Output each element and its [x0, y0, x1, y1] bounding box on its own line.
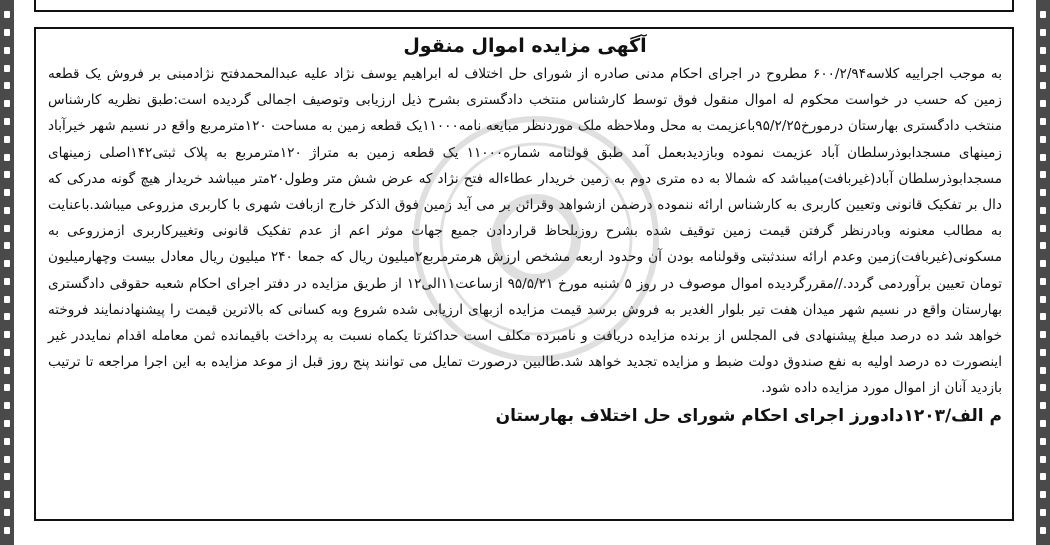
film-hole — [4, 260, 10, 267]
film-hole — [1040, 260, 1046, 267]
film-hole — [4, 527, 10, 534]
film-hole — [1040, 313, 1046, 320]
auction-notice — [34, 27, 1014, 521]
film-hole — [1040, 491, 1046, 498]
film-hole — [4, 384, 10, 391]
film-hole — [4, 456, 10, 463]
film-hole — [1040, 82, 1046, 89]
film-hole — [4, 473, 10, 480]
film-hole — [1040, 100, 1046, 107]
film-hole — [1040, 11, 1046, 18]
film-hole — [1040, 456, 1046, 463]
film-hole — [4, 296, 10, 303]
film-hole — [1040, 367, 1046, 374]
film-hole — [1040, 331, 1046, 338]
film-hole — [1040, 402, 1046, 409]
film-hole — [1040, 509, 1046, 516]
notice-body: به موجب اجراییه کلاسه۶۰۰/۲/۹۴ مطروح در اجرای احکام مدنی صادره از شورای حل اختلاف له ابراهیم یوسف نژاد علیه عبدالمحمدفتح نژادمبنی بر فروش یک قطعه زمین که حسب در خواست محکوم له اموال منقول فوق توسط کارشناس منتخب دادگستری بشرح ذیل ارزیابی وتوصیف اجمالی گردیده است:طبق نظریه کارشناس منتخب دادگستری بهارستان درمورخ۹۵/۲/۲۵باعزیمت به محل وملاحظه ملک موردنظر مبایعه نامه۱۱۰۰۰یک قطعه زمین به مساحت ۱۲۰مترمربع واقع در نسیم شهر خیرآباد زمینهای مسجدابوذرسلطان آباد عزیمت نموده وبازدیدبعمل آمد طبق قولنامه شماره۱۱۰۰۰ یک قطعه زمین به متراژ ۱۲۰مترمربع به پلاک ثبتی۱۴۲اصلی زمینهای مسجدابوذرسلطان آباد(غیربافت)میباشد که شمالا به ده متری دوم به زمین خریدار عطاءاله فتح نژاد که عرض شش متر وطول۲۰متر میباشد خریدار هیچ گونه مدرکی که دال بر تفکیک قانونی وتعیین کاربری به کارشناس ارائه ننموده درضمن ازشواهد وقرائن بر می آید زمین فوق الذکر خارج ازبافت شهری با کاربری مزروعی میباشد.باعنایت به مطالب معنونه وبادرنظر گرفتن قیمت زمین توقیف شده بشرح روزبلحاظ قراردادن جمیع جهات موثر اعم از عدم تفکیک قانونی وتغییرکاربری ازمزروعی به مسکونی(غیربافت)زمین وعدم ارائه سندثبتی وقولنامه بودن آن وحدود اربعه مشخص ارزش هرمترمربع۲میلیون ریال که جمعا ۲۴۰ میلیون ریال معادل بیست وچهارمیلیون تومان تعیین برآوردمی گردد.//مقررگردیده اموال موصوف در روز ۵ شنبه مورخ ۹۵/۵/۲۱ ازساعت۱۱الی۱۲ از طریق مزایده در دفتر اجرای احکام شعبه حقوقی دادگستری بهارستان واقع در نسیم شهر میدان هفت تیر بلوار الغدیر به فروش برسد قیمت مزایده ازبهای ارزیابی شده شروع وبه کسانی که بالاترین قیمت را پیشنهادنمایند فروخته خواهد شد ده درصد مبلغ پیشنهادی فی المجلس از برنده مزایده دریافت و نامبرده مکلف است حداکثرتا یکماه نسبت به پرداخت باقیمانده ثمن معامله اقدام نمایددر غیر اینصورت ده درصد اولیه به نفع صندوق دولت ضبط و مزایده تجدید خواهد شد.طالبین درصورت تمایل می توانند پنج روز قبل از موعد مزایده به این اجرا مراجعه تا ترتیب بازدید آنان از اموال مورد مزایده داده شود. — [48, 66, 1003, 397]
film-hole — [1040, 65, 1046, 72]
film-hole — [4, 278, 10, 285]
film-hole — [4, 225, 10, 232]
film-hole — [4, 331, 10, 338]
film-hole — [4, 189, 10, 196]
film-hole — [4, 154, 10, 161]
film-hole — [1040, 171, 1046, 178]
film-hole — [4, 420, 10, 427]
film-hole — [1040, 296, 1046, 303]
film-hole — [1040, 47, 1046, 54]
film-hole — [1040, 154, 1046, 161]
film-hole — [4, 29, 10, 36]
film-hole — [4, 82, 10, 89]
film-hole — [4, 171, 10, 178]
film-hole — [4, 438, 10, 445]
film-hole — [4, 65, 10, 72]
film-hole — [4, 313, 10, 320]
film-hole — [1040, 384, 1046, 391]
film-hole — [4, 47, 10, 54]
film-hole — [1040, 349, 1046, 356]
film-hole — [1040, 118, 1046, 125]
film-hole — [4, 207, 10, 214]
film-hole — [1040, 189, 1046, 196]
notice-signature: م الف/۱۲۰۳دادورز اجرای احکام شورای حل اختلاف بهارستان — [495, 405, 1002, 426]
previous-notice-box — [34, 0, 1014, 12]
film-hole — [4, 491, 10, 498]
film-hole — [4, 349, 10, 356]
film-hole — [1040, 473, 1046, 480]
film-hole — [4, 136, 10, 143]
film-hole — [4, 100, 10, 107]
notice-title: آگهی مزایده اموال منقول — [403, 35, 647, 57]
film-hole — [1040, 527, 1046, 534]
film-hole — [1040, 242, 1046, 249]
right-film-strip — [1036, 0, 1050, 545]
film-hole — [1040, 207, 1046, 214]
film-hole — [4, 402, 10, 409]
film-hole — [1040, 278, 1046, 285]
film-hole — [1040, 438, 1046, 445]
film-hole — [1040, 225, 1046, 232]
film-hole — [4, 509, 10, 516]
film-hole — [4, 367, 10, 374]
film-hole — [4, 118, 10, 125]
film-hole — [1040, 420, 1046, 427]
film-hole — [4, 11, 10, 18]
film-hole — [1040, 136, 1046, 143]
left-film-strip — [0, 0, 14, 545]
film-hole — [1040, 29, 1046, 36]
film-hole — [4, 242, 10, 249]
